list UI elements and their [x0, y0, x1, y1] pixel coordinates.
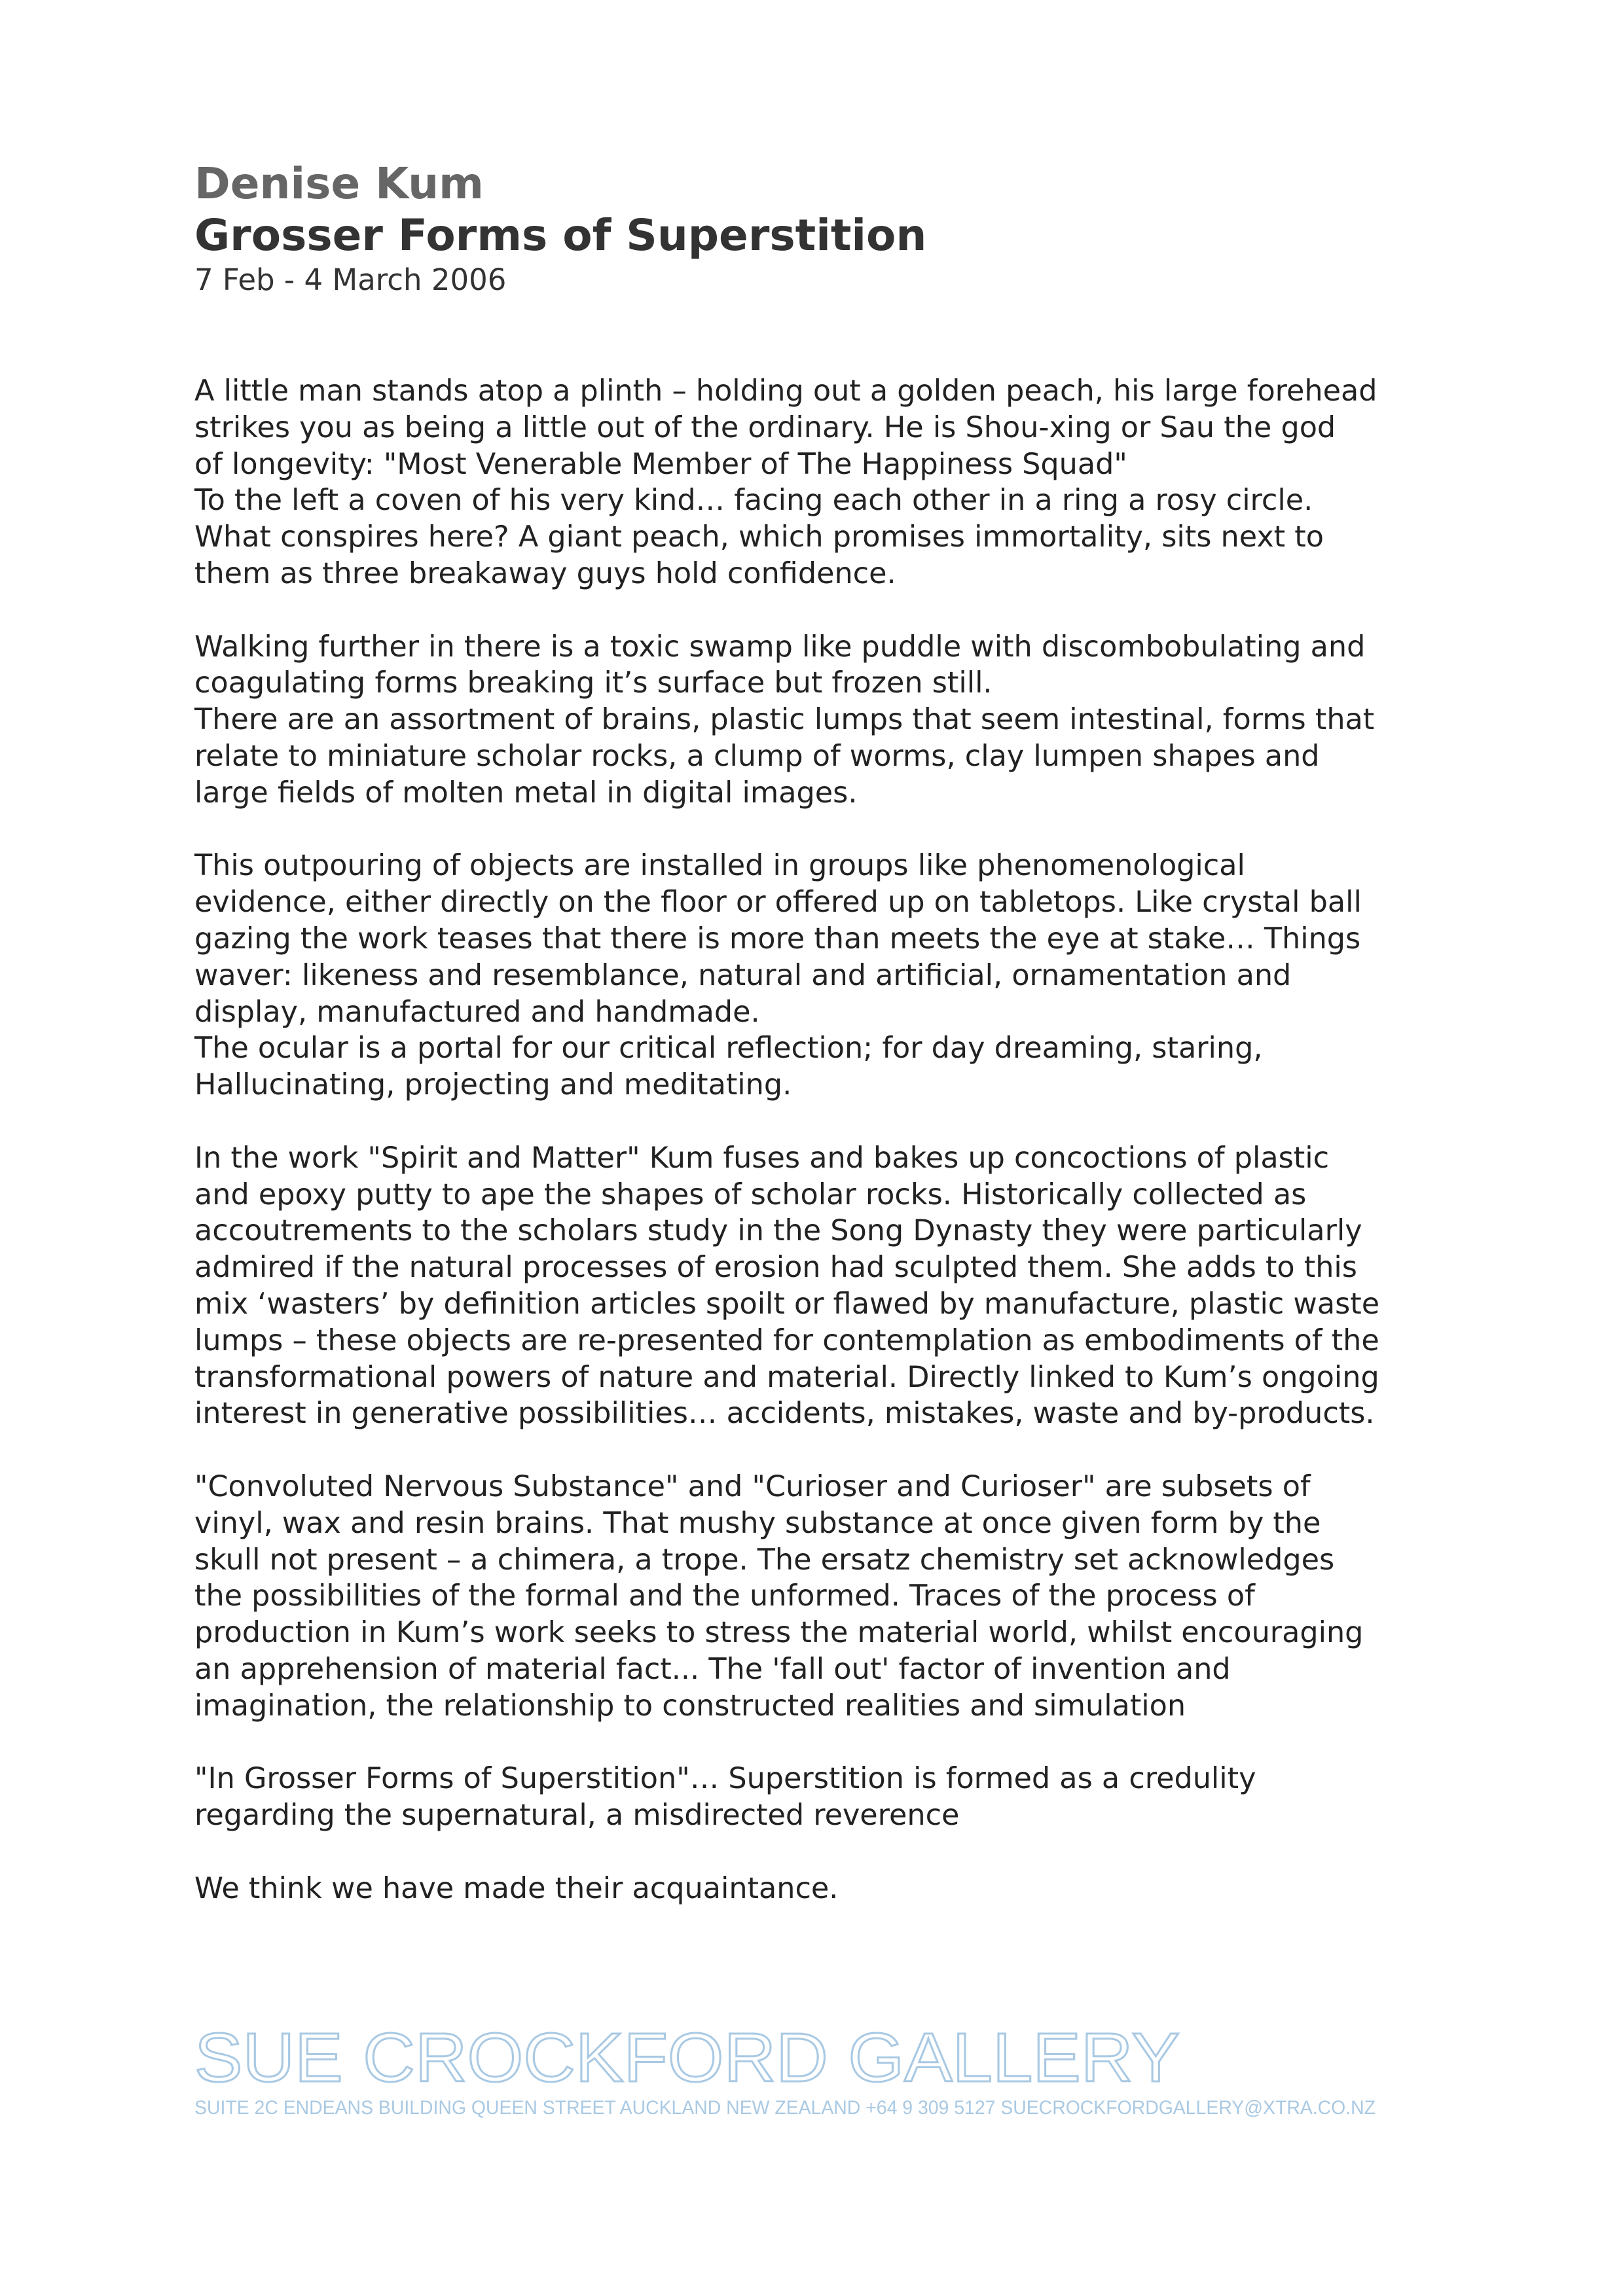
text-line: them as three breakaway guys hold confidence.	[194, 556, 896, 590]
text-line: "In Grosser Forms of Superstition"… Superstition is formed as a credulity	[194, 1762, 1256, 1796]
text-line: waver: likeness and resemblance, natural and artificial, ornamentation and	[194, 958, 1292, 992]
text-line: display, manufactured and handmade.	[194, 995, 760, 1029]
text-line: We think we have made their acquaintance.	[194, 1871, 839, 1905]
gallery-address	[194, 2094, 1386, 2121]
paragraph	[194, 1871, 1379, 1907]
text-line: interest in generative possibilities… accidents, mistakes, waste and by-products.	[194, 1397, 1375, 1431]
text-line: strikes you as being a little out of the ordinary. He is Shou-xing or Sau the god	[194, 410, 1336, 444]
text-line: mix ‘wasters’ by definition articles spoilt or flawed by manufacture, plastic waste	[194, 1287, 1380, 1321]
text-line: regarding the supernatural, a misdirected reverence	[194, 1799, 960, 1833]
text-line: Hallucinating, projecting and meditating.	[194, 1068, 792, 1102]
text-line: skull not present – a chimera, a trope. The ersatz chemistry set acknowledges	[194, 1543, 1335, 1577]
text-line: coagulating forms breaking it’s surface but frozen still.	[194, 666, 993, 700]
text-line: and epoxy putty to ape the shapes of scholar rocks. Historically collected as	[194, 1177, 1307, 1211]
text-line: accoutrements to the scholars study in the Song Dynasty they were particularly	[194, 1214, 1362, 1248]
essay-body	[194, 373, 1379, 1943]
text-line: production in Kum’s work seeks to stress the material world, whilst encouraging	[194, 1616, 1364, 1650]
text-line: admired if the natural processes of erosion had sculpted them. She adds to this	[194, 1251, 1357, 1285]
text-line: evidence, either directly on the floor or offered up on tabletops. Like crystal ball	[194, 886, 1362, 920]
text-line: of longevity: "Most Venerable Member of The Happiness Squad"	[194, 447, 1127, 481]
exhibition-dates: 7 Feb - 4 March 2006	[194, 262, 507, 297]
paragraph	[194, 373, 1379, 592]
text-line: large fields of molten metal in digital images.	[194, 776, 858, 810]
text-line: In the work "Spirit and Matter" Kum fuses and bakes up concoctions of plastic	[194, 1141, 1330, 1175]
text-line: an apprehension of material fact... The 'fall out' factor of invention and	[194, 1652, 1231, 1686]
text-line: the possibilities of the formal and the unformed. Traces of the process of	[194, 1579, 1255, 1613]
text-line: vinyl, wax and resin brains. That mushy substance at once given form by the	[194, 1506, 1321, 1540]
text-line: imagination, the relationship to constructed realities and simulation	[194, 1689, 1186, 1723]
text-line: gazing the work teases that there is more than meets the eye at stake… Things	[194, 922, 1361, 956]
paragraph	[194, 848, 1379, 1103]
artist-name: Denise Kum	[194, 158, 484, 209]
gallery-logo-text: SUE CROCKFORD GALLERY	[194, 2024, 1180, 2089]
text-line: There are an assortment of brains, plastic lumps that seem intestinal, forms that	[194, 703, 1375, 737]
text-line: relate to miniature scholar rocks, a clump of worms, clay lumpen shapes and	[194, 739, 1320, 773]
gallery-logo	[194, 2024, 1190, 2089]
paragraph	[194, 1140, 1379, 1432]
text-line: To the left a coven of his very kind… facing each other in a ring a rosy circle.	[194, 484, 1313, 518]
text-line: The ocular is a portal for our critical reflection; for day dreaming, staring,	[194, 1031, 1263, 1066]
text-line: This outpouring of objects are installed in groups like phenomenological	[194, 849, 1245, 883]
text-line: lumps – these objects are re-presented for contemplation as embodiments of the	[194, 1323, 1379, 1357]
paragraph	[194, 629, 1379, 812]
text-line: What conspires here? A giant peach, which promises immortality, sits next to	[194, 520, 1324, 554]
exhibition-title: Grosser Forms of Superstition	[194, 210, 927, 260]
text-line: Walking further in there is a toxic swamp like puddle with discombobulating and	[194, 630, 1366, 664]
gallery-address-text: SUITE 2C ENDEANS BUILDING QUEEN STREET AUCKLAND NEW ZEALAND +64 9 309 5127 SUECROCKFORDGALLERY@XTRA.CO.NZ	[194, 2097, 1376, 2119]
text-line: "Convoluted Nervous Substance" and "Curioser and Curioser" are subsets of	[194, 1469, 1311, 1503]
paragraph	[194, 1761, 1379, 1834]
text-line: A little man stands atop a plinth – holding out a golden peach, his large forehead	[194, 374, 1377, 408]
text-line: transformational powers of nature and material. Directly linked to Kum’s ongoing	[194, 1360, 1379, 1394]
paragraph	[194, 1469, 1379, 1725]
